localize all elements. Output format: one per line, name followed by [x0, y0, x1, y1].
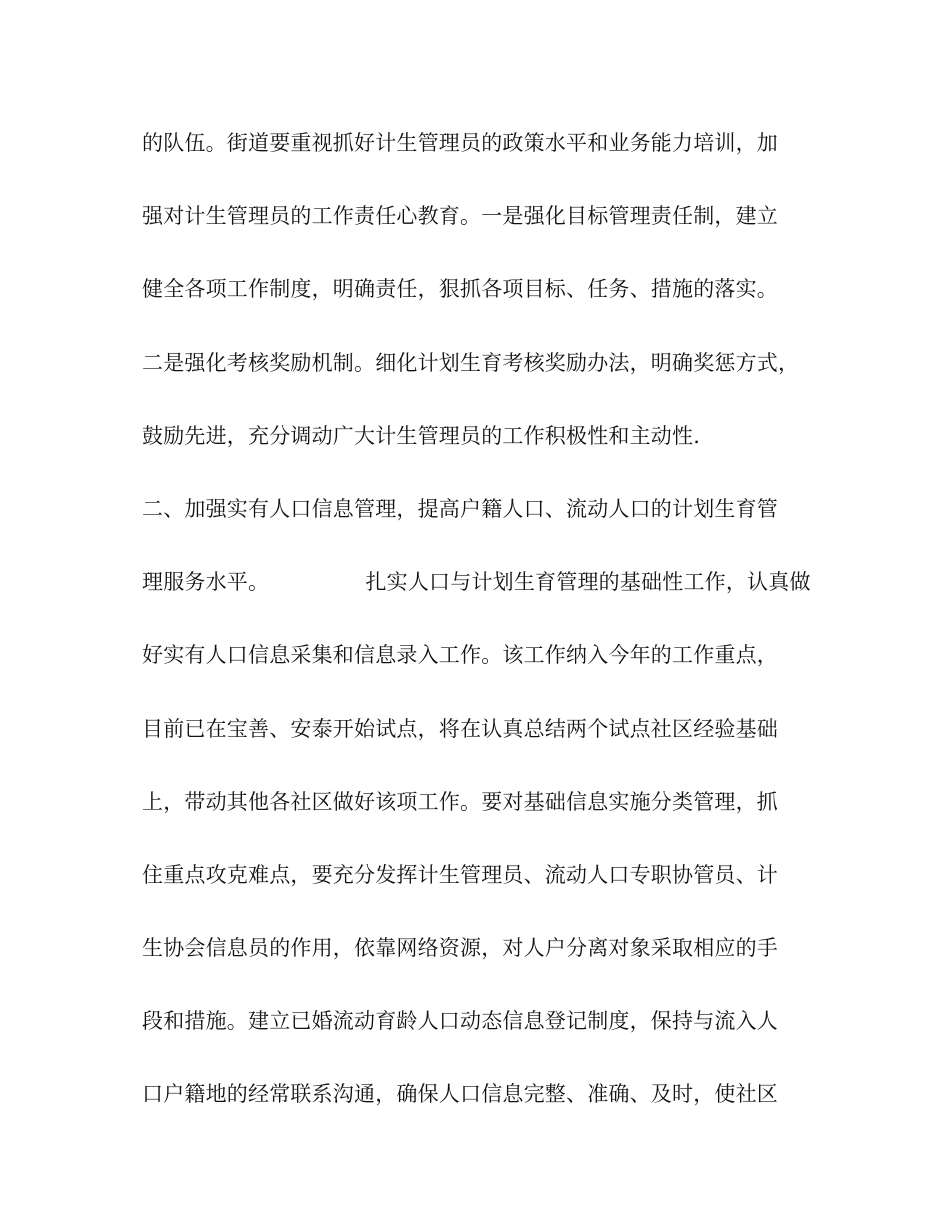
text-line: 健全各项工作制度，明确责任，狠抓各项目标、任务、措施的落实。	[142, 277, 778, 302]
text-line: 好实有人口信息采集和信息录入工作。该工作纳入今年的工作重点，	[142, 643, 778, 668]
text-line: 段和措施。建立已婚流动育龄人口动态信息登记制度，保持与流入人	[142, 1009, 778, 1034]
text-line: 住重点攻克难点，要充分发挥计生管理员、流动人口专职协管员、计	[142, 862, 778, 887]
text-line: 口户籍地的经常联系沟通，确保人口信息完整、准确、及时，使社区	[142, 1082, 778, 1107]
text-line: 鼓励先进，充分调动广大计生管理员的工作积极性和主动性.	[142, 423, 701, 448]
text-line: 强对计生管理员的工作责任心教育。一是强化目标管理责任制，建立	[142, 204, 778, 229]
body-text	[142, 118, 822, 1143]
text-line: 理服务水平。 扎实人口与计划生育管理的基础性工作，认真做	[142, 570, 811, 595]
section-heading-line: 二、加强实有人口信息管理，提高户籍人口、流动人口的计划生育管	[142, 496, 778, 521]
text-line: 生协会信息员的作用，依靠网络资源，对人户分离对象采取相应的手	[142, 936, 778, 961]
text-line: 上，带动其他各社区做好该项工作。要对基础信息实施分类管理，抓	[142, 789, 778, 814]
text-line: 的队伍。街道要重视抓好计生管理员的政策水平和业务能力培训，加	[142, 131, 778, 155]
text-line: 目前已在宝善、安泰开始试点，将在认真总结两个试点社区经验基础	[142, 716, 778, 741]
text-line: 二是强化考核奖励机制。细化计划生育考核奖励办法，明确奖惩方式，	[142, 350, 800, 375]
